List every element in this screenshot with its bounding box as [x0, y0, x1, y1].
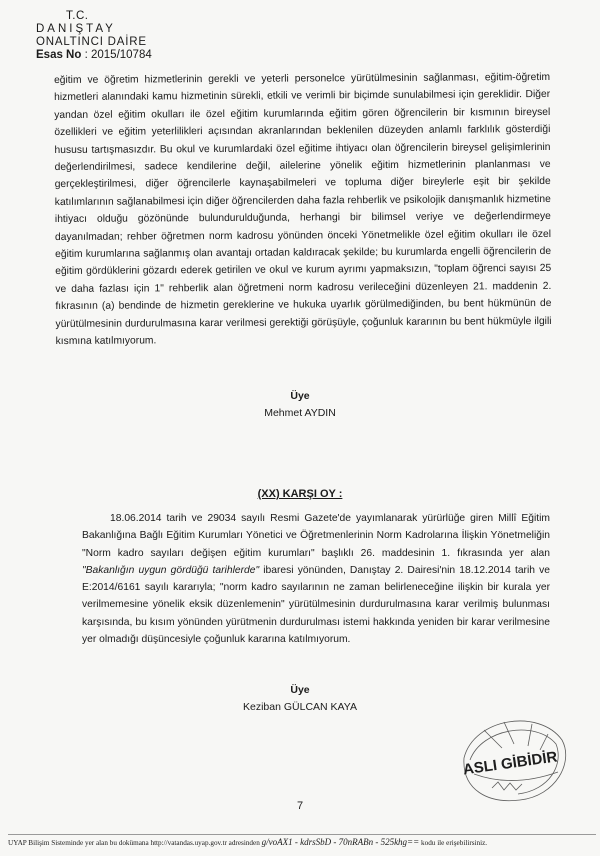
access-code: g/voAX1 - kdrsSbD - 70nRABn - 525khg==: [261, 837, 420, 847]
dissent-quoted-phrase: "Bakanlığın uygun gördüğü tarihlerde": [82, 564, 260, 576]
certified-copy-stamp: [444, 700, 578, 810]
signature-role: Üye: [290, 390, 310, 402]
dissent-text-part2: ibaresi yönünden, Danıştay 2. Dairesi'nin 18.12.2014 tarih ve E:2014/6161 sayılı kararıyla; "norm kadro sayılarının ne zaman belirleneceğine ilişkin bir kurala yer verilmemesine yönelik eksik düzenlemenin" yürütülmesinin durdurulmasına karar verilmiş bulunması karşısında, bu kısım yönünden yürütmenin durdurulması istemi hakkında yeniden bir karar verilmesine yer olmadığı düşüncesiyle çoğunluk kararına katılmıyorum.: [82, 564, 550, 646]
dissent-heading: (XX) KARŞI OY :: [257, 488, 343, 500]
court-name: DANIŞTAY: [36, 23, 116, 35]
page-number: 7: [296, 800, 304, 812]
dissent-paragraph: [82, 510, 550, 648]
document-header: [36, 10, 152, 62]
case-number-value: : 2015/10784: [84, 49, 152, 61]
signature-name: Mehmet AYDIN: [264, 407, 336, 419]
uyap-footer: [8, 834, 596, 851]
footer-text: UYAP Bilişim Sisteminde yer alan bu dokümana http://vatandas.uyap.gov.tr adresinden: [8, 839, 260, 847]
tc-label: T.C.: [66, 10, 89, 22]
department-name: ONALTINCI DAİRE: [36, 36, 147, 48]
case-number: [36, 49, 152, 62]
signature-role: Üye: [290, 684, 310, 696]
signature-block-1: [0, 388, 600, 422]
signature-name: Keziban GÜLCAN KAYA: [243, 701, 357, 713]
footer-suffix: kodu ile erişebilirsiniz.: [421, 839, 488, 847]
opinion-paragraph: eğitim ve öğretim hizmetlerinin gerekli ve yeterli personelce yürütülmesinin sağlanması, eğitim-öğretim hizmetleri alanındaki kamu hizmetinin sürekli, etkili ve verimli bir biçimde sunulabilmesi için gereklidir. Diğer yandan özel eğitim okulları ile özel eğitim kurumlarında eğitim gören öğrencilerin bir kısmının bireysel özellikleri ve eğitim yeterlilikleri açısından akranlarından beklenilen düzeyden anlamlı farklılık gösterdiği hususu tartışmasızdır. Bu okul ve kurumlardaki özel eğitime ihtiyacı olan öğrencilerin bireysel gelişimlerinin değerlendirilmesi, sadece kendilerine değil, ailelerine yönelik eğitim hizmetlerinin planlanması ve gerçekleştirilmesi, diğer öğrencilerle kaynaşabilmeleri ve topluma diğer bireylerle eşit bir şekilde katılımlarının sağlanabilmesi için diğer öğrencilerden daha fazla rehberlik ve psikolojik danışmanlık hizmetine ihtiyacı olduğu gözönünde bulundurulduğunda, herhangi bir bilimsel veriye ve değerlendirmeye dayanılmadan; rehber öğretmen norm kadrosu yönünden önceki Yönetmelikle özel eğitim okulları ile özel eğitim kurumlarına sağlanmış olan avantajı ortadan kaldıracak şekilde; bu kurumlarda engelli öğrencilerin de eğitim gördüklerini gözardı ederek getirilen ve okul ve kurum ayrımı yapmaksızın, "toplam öğrenci sayısı 25 ve daha fazlası için 1" rehberlik alan öğretmeni norm kadrosu verileceğini düzenleyen 21. maddenin 2. fıkrasının (a) bendinde de hizmetin gereklerine ve hukuka uyarlık görülmediğinden, bu bent hükmünün de yürütülmesinin durdurulmasına karar verilmesi gerektiği görüşüyle, çoğunluk kararının bu bent hükmüyle ilgili kısmına katılmıyorum.: [54, 71, 552, 348]
dissent-text-part1: 18.06.2014 tarih ve 29034 sayılı Resmi Gazete'de yayımlanarak yürürlüğe giren Millî Eğitim Bakanlığına Bağlı Eğitim Kurumları Yönetici ve Öğretmenlerinin Norm Kadrolarına İlişkin Yönetmeliğin "Norm kadro sayıları değişen eğitim kurumları" başlıklı 26. maddesinin 1. fıkrasında yer alan: [82, 513, 550, 559]
stamp-text: ASLI GİBİDİR: [461, 748, 559, 779]
case-number-label: Esas No: [36, 49, 82, 61]
